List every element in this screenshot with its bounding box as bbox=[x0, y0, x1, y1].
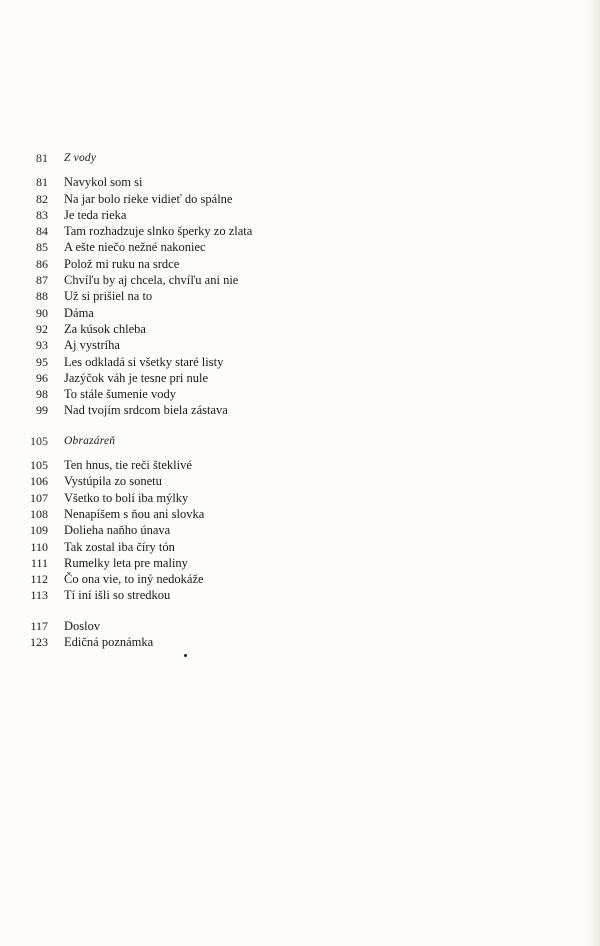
entry-title: Čo ona vie, to iný nedokáže bbox=[64, 572, 204, 587]
entry-page-number: 109 bbox=[30, 523, 48, 538]
entry-title: A ešte niečo nežné nakoniec bbox=[64, 240, 206, 255]
entry-title: Za kúsok chleba bbox=[64, 321, 146, 336]
toc-entry bbox=[0, 321, 600, 337]
toc-entry bbox=[0, 256, 600, 272]
entry-page-number: 85 bbox=[36, 240, 48, 255]
toc-entry bbox=[0, 457, 600, 473]
toc-entry bbox=[0, 587, 600, 603]
toc-entry bbox=[0, 207, 600, 223]
toc-entry bbox=[0, 239, 600, 255]
entry-title: Nenapíšem s ňou ani slovka bbox=[64, 506, 205, 521]
toc-entry bbox=[0, 506, 600, 522]
toc-entry bbox=[0, 402, 600, 418]
toc-entry bbox=[0, 539, 600, 555]
toc-section-obrazaren bbox=[0, 433, 600, 604]
toc-entry bbox=[0, 305, 600, 321]
entry-title: Na jar bolo rieke vidieť do spálne bbox=[64, 191, 233, 206]
entry-page-number: 111 bbox=[30, 555, 48, 570]
toc-entry bbox=[0, 174, 600, 190]
entry-page-number: 82 bbox=[36, 191, 48, 206]
section-page-number: 105 bbox=[30, 433, 48, 448]
entry-page-number: 81 bbox=[36, 175, 48, 190]
entry-page-number: 117 bbox=[30, 618, 48, 633]
toc-entry bbox=[0, 555, 600, 571]
entry-page-number: 86 bbox=[36, 256, 48, 271]
toc-entry bbox=[0, 490, 600, 506]
entry-title: Dolieha naňho únava bbox=[64, 523, 171, 538]
table-of-contents bbox=[0, 150, 600, 664]
entry-title: Tam rozhadzuje slnko šperky zo zlata bbox=[64, 224, 253, 239]
toc-entry bbox=[0, 634, 600, 650]
toc-entry bbox=[0, 288, 600, 304]
section-page-number: 81 bbox=[36, 151, 48, 165]
section-heading-row bbox=[0, 150, 600, 166]
toc-entry bbox=[0, 354, 600, 370]
entry-page-number: 95 bbox=[36, 354, 48, 369]
toc-section-appendix bbox=[0, 618, 600, 651]
toc-section-z-vody bbox=[0, 150, 600, 419]
entry-page-number: 108 bbox=[30, 506, 48, 521]
entry-title: Tí iní išli so stredkou bbox=[64, 588, 171, 603]
entry-page-number: 123 bbox=[30, 635, 48, 650]
entry-title: Tak zostal iba číry tón bbox=[64, 539, 175, 554]
entry-title: Navykol som si bbox=[64, 175, 143, 190]
toc-entry bbox=[0, 191, 600, 207]
entry-page-number: 99 bbox=[36, 403, 48, 418]
entry-page-number: 105 bbox=[30, 458, 48, 473]
entry-title: Ten hnus, tie reči šteklivé bbox=[64, 458, 192, 473]
entry-title: Les odkladá si všetky staré listy bbox=[64, 354, 224, 369]
section-heading: Obrazáreň bbox=[64, 434, 116, 447]
entry-page-number: 110 bbox=[30, 539, 48, 554]
entry-page-number: 113 bbox=[30, 588, 48, 603]
entry-page-number: 83 bbox=[36, 207, 48, 222]
entry-page-number: 92 bbox=[36, 321, 48, 336]
entry-page-number: 96 bbox=[36, 370, 48, 385]
entry-title: Doslov bbox=[64, 618, 101, 633]
entry-title: To stále šumenie vody bbox=[64, 387, 176, 402]
entry-title: Edičná poznámka bbox=[64, 635, 154, 650]
entry-page-number: 107 bbox=[30, 490, 48, 505]
toc-entry bbox=[0, 618, 600, 634]
section-heading: Z vody bbox=[64, 152, 97, 164]
entry-title: Chvíľu by aj chcela, chvíľu ani nie bbox=[64, 273, 239, 288]
entry-page-number: 98 bbox=[36, 387, 48, 402]
toc-entry bbox=[0, 223, 600, 239]
entry-title: Polož mi ruku na srdce bbox=[64, 256, 180, 271]
entry-page-number: 87 bbox=[36, 273, 48, 288]
entry-page-number: 112 bbox=[30, 572, 48, 587]
toc-entry bbox=[0, 272, 600, 288]
toc-entry bbox=[0, 473, 600, 489]
entry-title: Aj vystríha bbox=[64, 338, 120, 353]
entry-title: Dáma bbox=[64, 305, 94, 320]
entry-page-number: 88 bbox=[36, 289, 48, 304]
entry-title: Vystúpila zo sonetu bbox=[64, 474, 162, 489]
entry-title: Je teda rieka bbox=[64, 207, 127, 222]
entry-page-number: 93 bbox=[36, 338, 48, 353]
entry-title: Jazýčok váh je tesne pri nule bbox=[64, 370, 209, 385]
toc-entry bbox=[0, 386, 600, 402]
entry-title: Všetko to bolí iba mýlky bbox=[64, 490, 189, 505]
entry-title: Rumelky leta pre maliny bbox=[64, 555, 188, 570]
toc-entry bbox=[0, 522, 600, 538]
entry-title: Nad tvojím srdcom biela zástava bbox=[64, 403, 228, 418]
entry-page-number: 84 bbox=[36, 224, 48, 239]
entry-page-number: 106 bbox=[30, 474, 48, 489]
section-heading-row bbox=[0, 433, 600, 449]
entry-title: Už si prišiel na to bbox=[64, 289, 153, 304]
entry-page-number: 90 bbox=[36, 305, 48, 320]
ink-speck bbox=[184, 654, 187, 657]
toc-entry bbox=[0, 571, 600, 587]
toc-entry bbox=[0, 370, 600, 386]
toc-entry bbox=[0, 337, 600, 353]
